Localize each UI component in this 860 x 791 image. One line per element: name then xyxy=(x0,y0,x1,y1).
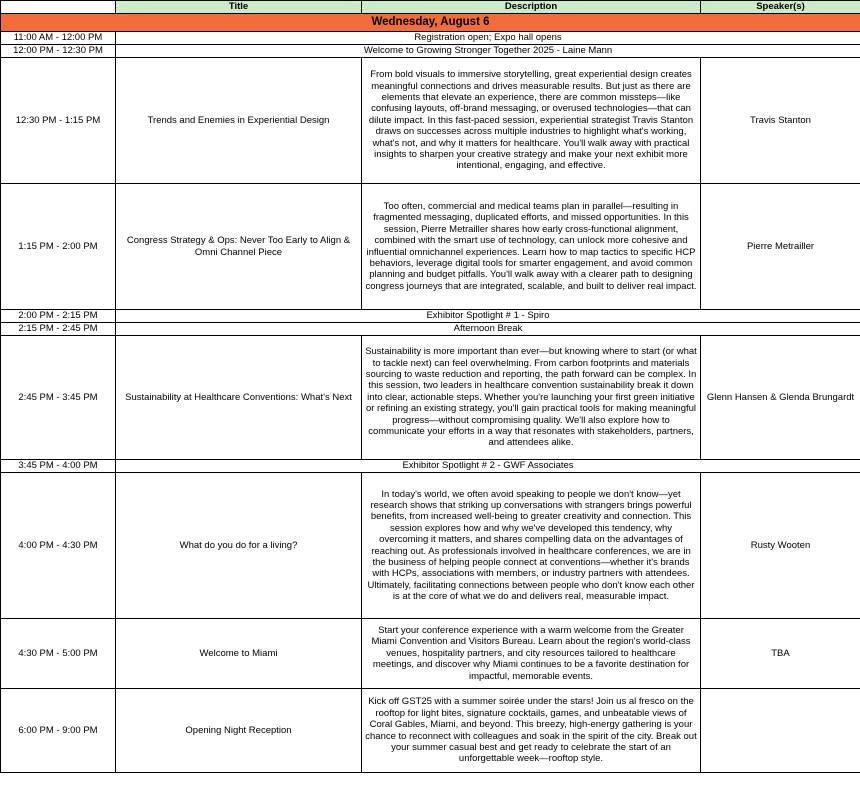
session-time: 4:30 PM - 5:00 PM xyxy=(1,619,116,689)
session-description: Start your conference experience with a warm welcome from the Greater Miami Convention and Visitors Bureau. Learn about the region's world-class venues, hospitality partners, and city resources tailored to healthcare meetings, and discover why Miami continues to be a favorite destination for impactful, memorable events. xyxy=(362,619,701,689)
session-banner: Welcome to Growing Stronger Together 2025 - Laine Mann xyxy=(116,45,860,58)
session-banner: Exhibitor Spotlight # 1 - Spiro xyxy=(116,310,860,323)
session-time: 2:15 PM - 2:45 PM xyxy=(1,323,116,336)
session-banner: Registration open; Expo hall opens xyxy=(116,32,860,45)
session-speakers: Pierre Metrailler xyxy=(701,184,860,310)
session-title: Opening Night Reception xyxy=(116,689,362,773)
header-time xyxy=(1,1,116,14)
day-row xyxy=(1,14,860,32)
session-time: 1:15 PM - 2:00 PM xyxy=(1,184,116,310)
header-speakers: Speaker(s) xyxy=(701,1,860,14)
table-row xyxy=(1,32,860,45)
session-description: Kick off GST25 with a summer soirée under the stars! Join us al fresco on the rooftop for light bites, signature cocktails, games, and unbeatable views of Coral Gables, Miami, and beyond. This breezy, high-energy gathering is your chance to reconnect with colleagues and soak in the spirit of the city. Break out your summer casual best and get ready to celebrate the start of an unforgettable week—rooftop style. xyxy=(362,689,701,773)
table-row xyxy=(1,45,860,58)
session-time: 3:45 PM - 4:00 PM xyxy=(1,460,116,473)
session-time: 12:30 PM - 1:15 PM xyxy=(1,58,116,184)
table-row xyxy=(1,58,860,184)
session-speakers: Glenn Hansen & Glenda Brungardt xyxy=(701,336,860,460)
session-description: From bold visuals to immersive storytelling, great experiential design creates meaningful connections and drives measurable results. But just as there are elements that elevate an experience, there are common missteps—like confusing layouts, off-brand messaging, or overused technologies—that can dilute impact. In this fast-paced session, experiential strategist Travis Stanton draws on successes across multiple industries to highlight what's working, what's not, and why it matters for healthcare. You'll walk away with practical insights to sharpen your creative strategy and make your next exhibit more intentional, engaging, and effective. xyxy=(362,58,701,184)
session-time: 11:00 AM - 12:00 PM xyxy=(1,32,116,45)
session-time: 4:00 PM - 4:30 PM xyxy=(1,473,116,619)
session-speakers: Travis Stanton xyxy=(701,58,860,184)
session-time: 2:45 PM - 3:45 PM xyxy=(1,336,116,460)
table-row xyxy=(1,619,860,689)
session-title: What do you do for a living? xyxy=(116,473,362,619)
session-description: Sustainability is more important than ever—but knowing where to start (or what to tackle next) can feel overwhelming. From carbon footprints and materials sourcing to waste reduction and reporting, the path forward can be complex. In this session, two leaders in healthcare convention sustainability break it down into clear, actionable steps. Whether you're launching your first green initiative or refining an existing strategy, you'll gain practical tools for making meaningful progress—without compromising quality. We'll also explore how to communicate your efforts in a way that resonates with stakeholders, partners, and attendees alike. xyxy=(362,336,701,460)
session-speakers: TBA xyxy=(701,619,860,689)
session-description: In today's world, we often avoid speaking to people we don't know—yet research shows that striking up conversations with strangers brings powerful benefits, from increased well-being to greater creativity and connection. This session explores how and why we've developed this tendency, why overcoming it matters, and shares compelling data on the advantages of reaching out. As professionals involved in healthcare conferences, we are in the business of helping people connect at conventions—whether it's brands with HCPs, associations with members, or industry partners with attendees. Ultimately, facilitating connections between people who don't know each other is at the core of what we do and delivers real, measurable impact. xyxy=(362,473,701,619)
session-title: Welcome to Miami xyxy=(116,619,362,689)
table-row xyxy=(1,310,860,323)
session-title: Trends and Enemies in Experiential Design xyxy=(116,58,362,184)
table-row xyxy=(1,323,860,336)
session-title: Congress Strategy & Ops: Never Too Early to Align & Omni Channel Piece xyxy=(116,184,362,310)
day-heading: Wednesday, August 6 xyxy=(1,14,860,32)
session-title: Sustainability at Healthcare Conventions: What's Next xyxy=(116,336,362,460)
session-banner: Afternoon Break xyxy=(116,323,860,336)
session-time: 6:00 PM - 9:00 PM xyxy=(1,689,116,773)
table-row xyxy=(1,184,860,310)
header-row xyxy=(1,1,860,14)
table-row xyxy=(1,473,860,619)
session-time: 12:00 PM - 12:30 PM xyxy=(1,45,116,58)
session-banner: Exhibitor Spotlight # 2 - GWF Associates xyxy=(116,460,860,473)
table-row xyxy=(1,689,860,773)
header-description: Description xyxy=(362,1,701,14)
table-row xyxy=(1,336,860,460)
session-time: 2:00 PM - 2:15 PM xyxy=(1,310,116,323)
session-speakers: Rusty Wooten xyxy=(701,473,860,619)
table-row xyxy=(1,460,860,473)
header-title: Title xyxy=(116,1,362,14)
session-description: Too often, commercial and medical teams plan in parallel—resulting in fragmented messaging, duplicated efforts, and missed opportunities. In this session, Pierre Metrailler shares how early cross-functional alignment, combined with the smart use of technology, can unlock more cohesive and influential omnichannel experiences. Learn how to map tactics to specific HCP behaviors, leverage digital tools for smarter engagement, and avoid common planning and budget pitfalls. You'll walk away with a clearer path to designing congress journeys that are integrated, scalable, and built to deliver real impact. xyxy=(362,184,701,310)
session-speakers xyxy=(701,689,860,773)
